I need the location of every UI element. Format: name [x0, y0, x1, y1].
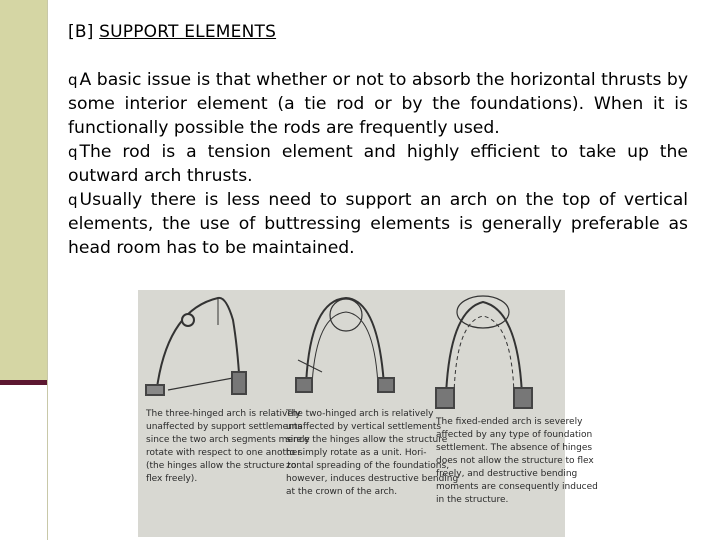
bullet-text-2: The rod is a tension element and highly efficient to take up the outward arch thrusts.: [68, 142, 688, 186]
caption-line: settlement. The absence of hinges: [436, 443, 593, 453]
bullet-item-1: [68, 68, 688, 140]
bullet-icon: q: [68, 143, 78, 161]
bullet-icon: q: [68, 71, 78, 89]
caption-line: since the two arch segments merely: [146, 435, 310, 445]
caption-line: at the crown of the arch.: [286, 487, 398, 497]
bullet-list: [68, 68, 688, 260]
caption-line: The fixed-ended arch is severely: [436, 417, 583, 427]
three-hinged-arch-diagram: [146, 298, 246, 395]
caption-line: unaffected by support settlements: [146, 422, 303, 432]
caption-fixed-ended: [436, 416, 598, 507]
bullet-item-2: [68, 140, 688, 188]
left-divider-line: [47, 0, 48, 540]
bullet-icon: q: [68, 191, 78, 209]
caption-line: unaffected by vertical settlements: [286, 422, 442, 432]
slide-heading: [68, 22, 276, 42]
caption-line: zontal spreading of the foundations,: [286, 461, 450, 471]
bullet-text-1: A basic issue is that whether or not to absorb the horizontal thrusts by some interior element (a tie rod or by the foundations). When it is functionally possible the rods are frequently used.: [68, 70, 688, 138]
heading-prefix: [B]: [68, 22, 100, 42]
caption-line: (the hinges allow the structure to: [146, 461, 297, 471]
left-accent-rule: [0, 380, 47, 385]
caption-line: however, induces destructive bending: [286, 474, 459, 484]
bullet-text-3: Usually there is less need to support an arch on the top of vertical elements, the use of buttressing elements is generally preferable as head room has to be maintained.: [68, 190, 688, 258]
caption-line: affected by any type of foundation: [436, 430, 593, 440]
caption-line: The two-hinged arch is relatively: [286, 409, 434, 419]
caption-line: flex freely).: [146, 474, 198, 484]
caption-line: moments are consequently induced: [436, 482, 598, 492]
left-accent-band: [0, 0, 47, 383]
caption-two-hinged: [286, 408, 458, 499]
bullet-item-3: [68, 188, 688, 260]
caption-line: to simply rotate as a unit. Hori-: [286, 448, 427, 458]
two-hinged-arch-diagram: [296, 298, 394, 392]
fixed-ended-arch-diagram: [436, 296, 532, 408]
caption-line: rotate with respect to one another: [146, 448, 301, 458]
caption-line: in the structure.: [436, 495, 509, 505]
arch-support-figure: [138, 290, 598, 537]
caption-line: freely, and destructive bending: [436, 469, 578, 479]
caption-line: does not allow the structure to flex: [436, 456, 594, 466]
caption-line: The three-hinged arch is relatively: [146, 409, 301, 419]
caption-line: since the hinges allow the structure: [286, 435, 448, 445]
heading-title: SUPPORT ELEMENTS: [99, 22, 277, 42]
